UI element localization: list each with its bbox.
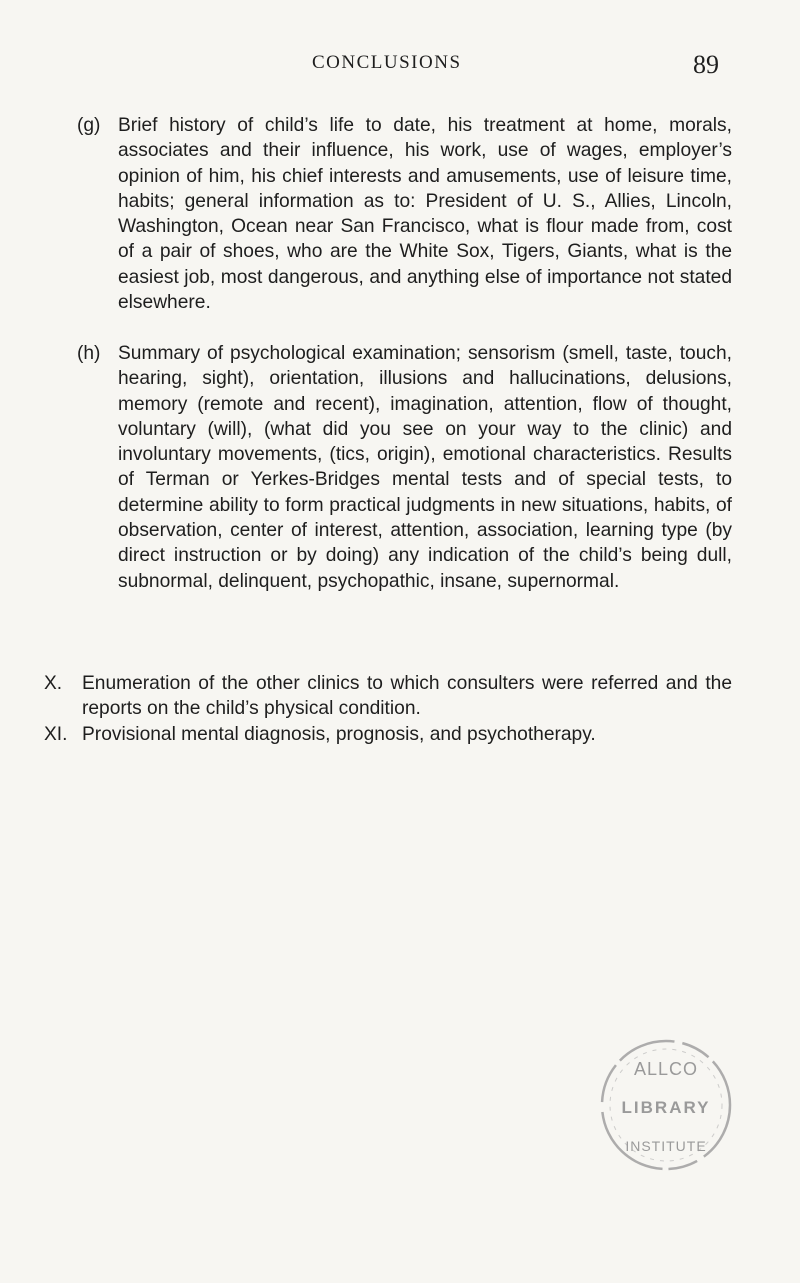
stamp-middle-text: LIBRARY — [621, 1098, 711, 1117]
item-text: Enumeration of the other clinics to which consulters were referred and the reports on the child’s physical condition. — [82, 673, 732, 720]
page-header — [0, 50, 800, 86]
item-label: XI. — [44, 724, 68, 745]
running-head: CONCLUSIONS — [312, 52, 462, 73]
item-label: (g) — [77, 115, 101, 136]
item-label: (h) — [77, 343, 101, 364]
item-text: Summary of psychological examination; sensorism (smell, taste, touch, hearing, sight), orientation, illusions and hallucinations, delusions, memory (remote and recent), imagination, attention, flow of thought, voluntary (will), (what did you see on your way to the clinic) and involuntary movements, (tics, origin), emotional characteristics. Results of Terman or Yerkes-Bridges mental tests and of special tests, to determine ability to form practical judgments in new situations, habits, of observation, center of interest, attention, association, learning type (by direct instruction or by doing) any indication of the child’s being dull, subnormal, delinquent, psychopathic, insane, supernormal. — [118, 343, 732, 592]
item-label: X. — [44, 673, 63, 694]
stamp-top-text: ALLCO — [633, 1059, 699, 1079]
stamp-bottom-text: INSTITUTE — [625, 1138, 707, 1154]
list-item-g — [78, 113, 732, 315]
item-text: Provisional mental diagnosis, prognosis, and psychotherapy. — [82, 724, 596, 745]
item-text: Brief history of child’s life to date, his treatment at home, morals, associates and their influence, his work, use of wages, employer’s opinion of him, his chief interests and amusements, use of leisure time, habits; general information as to: President of U. S., Allies, Lincoln, Washington, Ocean near San Francisco, what is flour made from, cost of a pair of shoes, who are the White Sox, Tigers, Giants, what is the easiest job, most dangerous, and anything else of importance not stated elsewhere. — [118, 115, 732, 314]
list-item-h — [78, 341, 732, 594]
library-stamp-icon — [596, 1035, 736, 1175]
list-item-x — [44, 671, 732, 722]
list-item-xi — [44, 722, 744, 747]
page-number: 89 — [693, 50, 719, 79]
library-stamp — [596, 1035, 736, 1175]
